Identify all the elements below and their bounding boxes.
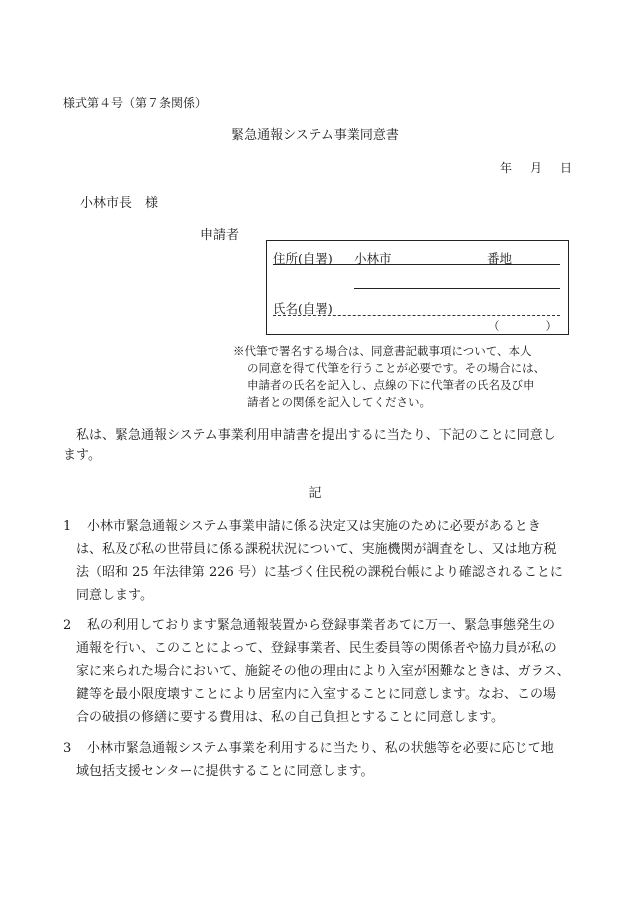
note-line: 請者との関係を記入してください。	[247, 395, 431, 409]
proxy-signature-note	[233, 343, 573, 411]
clause-line	[63, 737, 575, 760]
address-field-line-2[interactable]	[354, 288, 560, 289]
clause-number: 2	[63, 618, 72, 633]
note-line: の同意を得て代筆を行うことが必要です。その場合には、	[247, 361, 546, 375]
relationship-parentheses: （ ）	[488, 319, 557, 333]
clause-number: 1	[63, 519, 72, 534]
name-field-line[interactable]	[273, 315, 560, 316]
date-month: 月	[530, 161, 543, 175]
date-day: 日	[560, 161, 573, 175]
date-year: 年	[500, 161, 513, 175]
note-line: 申請者の氏名を記入し、点線の下に代筆者の氏名及び申	[247, 378, 535, 392]
note-line: ※代筆で署名する場合は、同意書記載事項について、本人	[233, 344, 532, 358]
address-field-line-1[interactable]	[273, 264, 560, 265]
clause-line: は、私及び私の世帯員に係る課税状況について、実施機関が調査をし、又は地方税	[76, 542, 557, 557]
address-city: 小林市	[354, 251, 392, 266]
consent-line: 私は、緊急通報システム事業利用申請書を提出するに当たり、下記のことに同意し	[63, 428, 556, 443]
clause-text: 私の利用しております緊急通報装置から登録事業者あてに万一、緊急事態発生の	[87, 618, 556, 633]
clause-text: 小林市緊急通報システム事業を利用するに当たり、私の状態等を必要に応じて地	[87, 741, 554, 756]
clause-line: 鍵等を最小限度壊すことにより居室内に入室することに同意します。なお、この場	[76, 687, 556, 702]
consent-statement	[63, 426, 573, 466]
consent-line: ます。	[63, 448, 101, 463]
clause-line	[63, 614, 575, 637]
clause-text: 小林市緊急通報システム事業申請に係る決定又は実施のために必要があるとき	[87, 519, 541, 534]
clause-line: 同意します。	[76, 588, 153, 603]
clause-line: 法（昭和 25 年法律第 226 号）に基づく住民税の課税台帳により確認されることに	[76, 565, 563, 580]
address-banchi: 番地	[487, 251, 513, 266]
clause-number: 3	[63, 741, 72, 756]
document-title: 緊急通報システム事業同意書	[231, 128, 399, 143]
clause-line	[63, 515, 575, 538]
ki-heading: 記	[308, 486, 322, 501]
date-line	[500, 159, 572, 176]
address-label: 住所(自署)	[273, 251, 333, 266]
applicant-label: 申請者	[200, 228, 240, 243]
clause-3	[63, 737, 575, 783]
clause-line: 合の破損の修繕に要する費用は、私の自己負担とすることに同意します。	[76, 710, 504, 725]
clause-2	[63, 614, 575, 729]
clause-1	[63, 515, 575, 607]
addressee: 小林市長 様	[80, 196, 159, 211]
name-label: 氏名(自署)	[273, 301, 333, 316]
form-reference: 様式第４号（第７条関係）	[63, 96, 208, 110]
clause-line: 域包括支援センターに提供することに同意します。	[76, 764, 374, 779]
clause-line: 家に来られた場合において、施錠その他の理由により入室が困難なときは、ガラス、	[76, 664, 570, 679]
clause-line: 通報を行い、このことによって、登録事業者、民生委員等の関係者や協力員が私の	[76, 641, 557, 656]
